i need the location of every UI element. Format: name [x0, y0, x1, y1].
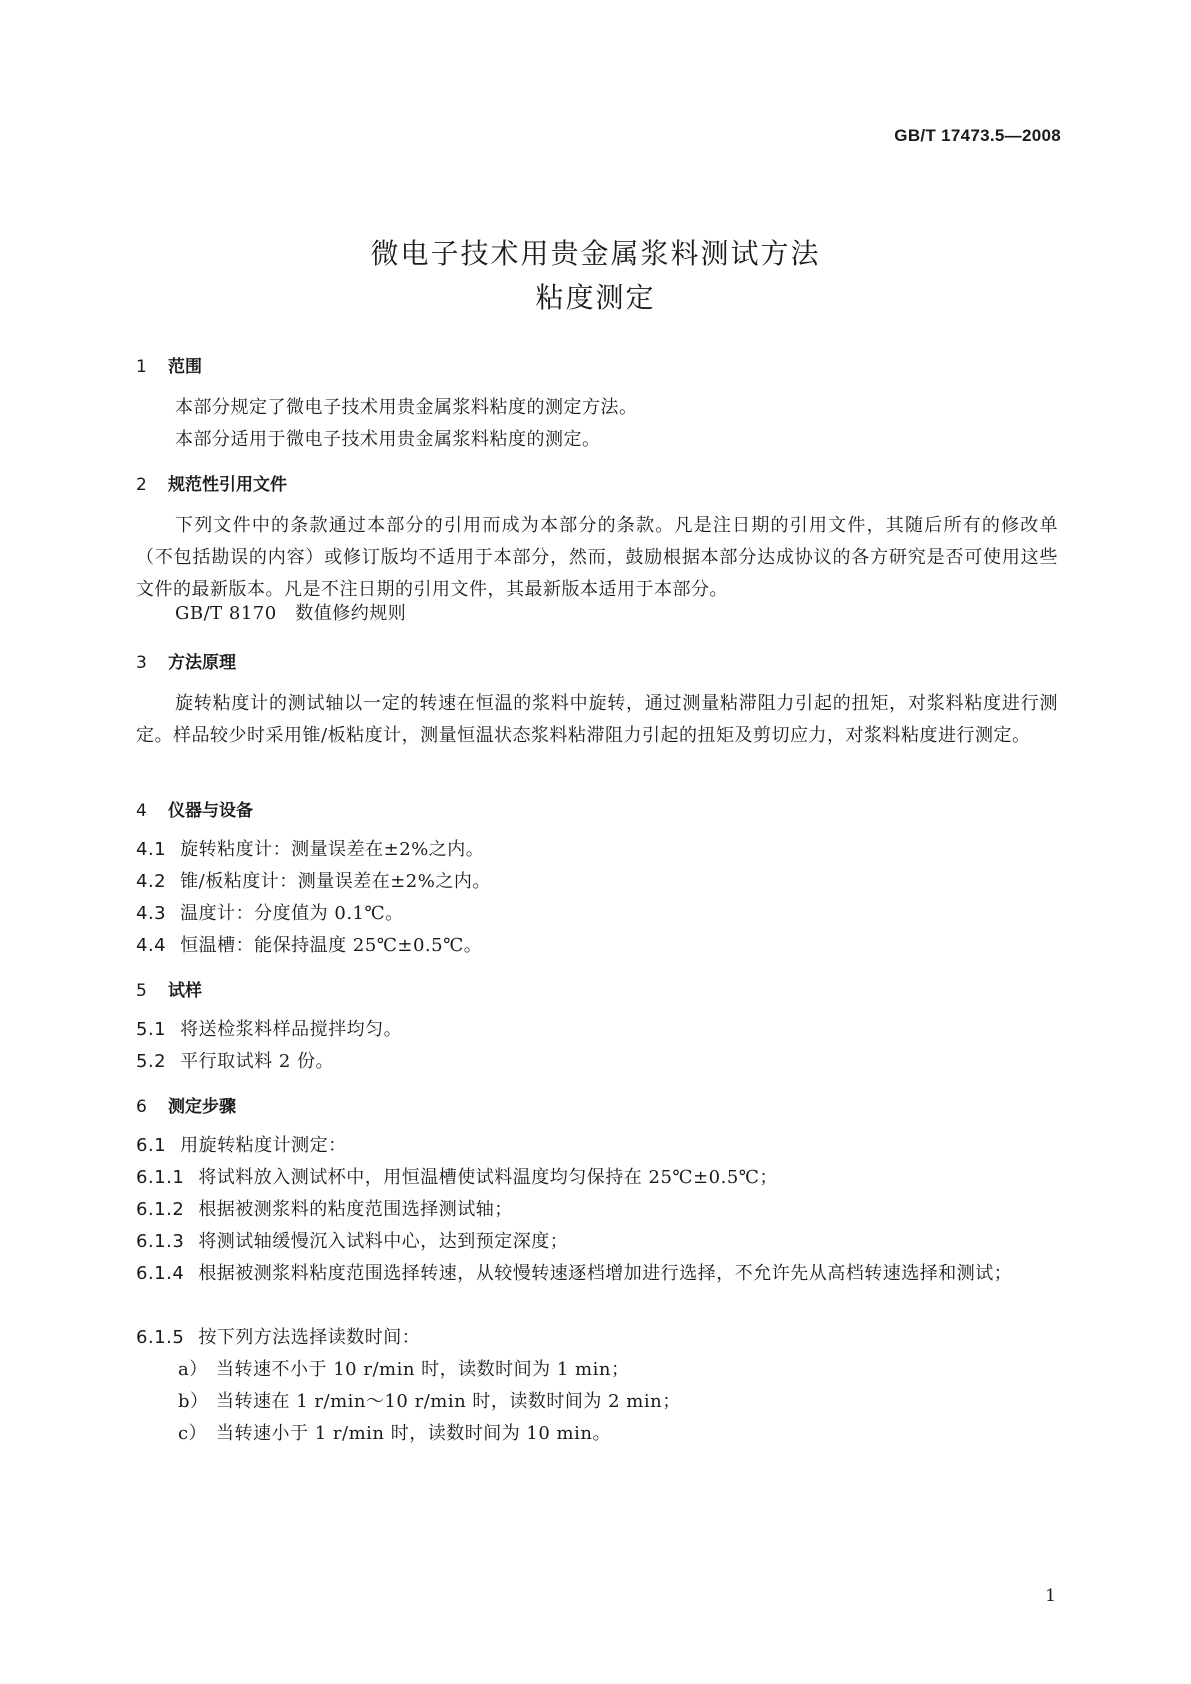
- page-number: 1: [1045, 1586, 1056, 1606]
- clause-number: 4.4: [136, 935, 167, 956]
- section-title: 范围: [168, 357, 202, 377]
- section-title: 规范性引用文件: [168, 475, 287, 495]
- clause-item: [136, 1322, 1058, 1354]
- clause-text: 按下列方法选择读数时间：: [198, 1327, 421, 1348]
- clause-number: 4.1: [136, 839, 167, 860]
- clause-item: [136, 1162, 1058, 1194]
- section-heading: [136, 648, 236, 673]
- section-title: 仪器与设备: [168, 801, 253, 821]
- clause-number: 4.3: [136, 903, 167, 924]
- list-text: 当转速在 1 r/min～10 r/min 时，读数时间为 2 min；: [216, 1391, 681, 1412]
- clause-text: 旋转粘度计：测量误差在±2%之内。: [180, 839, 485, 860]
- clause-item: [136, 1130, 1058, 1162]
- section-heading: [136, 976, 202, 1001]
- clause-number: 5.2: [136, 1051, 167, 1072]
- reference-item: GB/T 8170 数值修约规则: [175, 603, 407, 624]
- clause-text: 根据被测浆料粘度范围选择转速，从较慢转速逐档增加进行选择，不允许先从高档转速选择和测试；: [198, 1263, 1013, 1284]
- clause-text: 将试料放入测试杯中，用恒温槽使试料温度均匀保持在 25℃±0.5℃；: [198, 1167, 778, 1188]
- clause-number: 6.1.5: [136, 1327, 185, 1348]
- section-number: 5: [136, 981, 147, 1001]
- list-text: 当转速不小于 10 r/min 时，读数时间为 1 min；: [216, 1359, 630, 1380]
- clause-item: [136, 1046, 1058, 1078]
- clause-text: 将送检浆料样品搅拌均匀。: [180, 1019, 403, 1040]
- clause-number: 5.1: [136, 1019, 167, 1040]
- list-label: b）: [178, 1391, 209, 1412]
- clause-number: 6.1.2: [136, 1199, 185, 1220]
- list-text: 当转速小于 1 r/min 时，读数时间为 10 min。: [216, 1423, 611, 1444]
- section-heading: [136, 470, 287, 495]
- section-title: 试样: [168, 981, 202, 1001]
- document-title: 微电子技术用贵金属浆料测试方法: [370, 237, 821, 270]
- section-heading: [136, 1092, 236, 1117]
- section-number: 2: [136, 475, 147, 495]
- clause-text: 恒温槽：能保持温度 25℃±0.5℃。: [180, 935, 483, 956]
- paragraph: 下列文件中的条款通过本部分的引用而成为本部分的条款。凡是注日期的引用文件，其随后所有的修改单（不包括勘误的内容）或修订版均不适用于本部分，然而，鼓励根据本部分达成协议的各方研究是否可使用这些文件的最新版本。凡是不注日期的引用文件，其最新版本适用于本部分。: [136, 515, 1058, 600]
- clause-text: 根据被测浆料的粘度范围选择测试轴；: [198, 1199, 513, 1220]
- clause-item: [136, 1194, 1058, 1226]
- list-item: [178, 1418, 1100, 1450]
- list-item: [178, 1354, 1100, 1386]
- clause-number: 6.1.1: [136, 1167, 185, 1188]
- clause-item: [136, 1258, 1058, 1290]
- clause-text: 温度计：分度值为 0.1℃。: [180, 903, 404, 924]
- clause-number: 4.2: [136, 871, 167, 892]
- paragraph: 旋转粘度计的测试轴以一定的转速在恒温的浆料中旋转，通过测量粘滞阻力引起的扭矩，对浆料粘度进行测定。样品较少时采用锥/板粘度计，测量恒温状态浆料粘滞阻力引起的扭矩及剪切应力，对浆料粘度进行测定。: [136, 693, 1058, 746]
- clause-text: 用旋转粘度计测定：: [180, 1135, 347, 1156]
- section-title: 测定步骤: [168, 1097, 236, 1117]
- clause-number: 6.1.3: [136, 1231, 185, 1252]
- section-number: 3: [136, 653, 147, 673]
- clause-item: [136, 1014, 1058, 1046]
- clause-item: [136, 930, 1058, 962]
- document-subtitle: 粘度测定: [535, 281, 656, 314]
- clause-number: 6.1.4: [136, 1263, 185, 1284]
- clause-item: [136, 1226, 1058, 1258]
- section-title: 方法原理: [168, 653, 236, 673]
- section-heading: [136, 796, 253, 821]
- section-number: 6: [136, 1097, 147, 1117]
- clause-item: [136, 898, 1058, 930]
- clause-text: 将测试轴缓慢沉入试料中心，达到预定深度；: [198, 1231, 569, 1252]
- standard-code: GB/T 17473.5—2008: [894, 126, 1061, 145]
- list-label: a）: [178, 1359, 208, 1380]
- clause-item: [136, 834, 1058, 866]
- paragraph: 本部分规定了微电子技术用贵金属浆料粘度的测定方法。: [175, 397, 638, 418]
- list-item: [178, 1386, 1100, 1418]
- section-heading: [136, 352, 202, 377]
- section-number: 4: [136, 801, 147, 821]
- list-label: c）: [178, 1423, 208, 1444]
- clause-text: 平行取试料 2 份。: [180, 1051, 335, 1072]
- paragraph: 本部分适用于微电子技术用贵金属浆料粘度的测定。: [175, 429, 601, 450]
- clause-text: 锥/板粘度计：测量误差在±2%之内。: [180, 871, 491, 892]
- clause-number: 6.1: [136, 1135, 167, 1156]
- section-number: 1: [136, 357, 147, 377]
- clause-item: [136, 866, 1058, 898]
